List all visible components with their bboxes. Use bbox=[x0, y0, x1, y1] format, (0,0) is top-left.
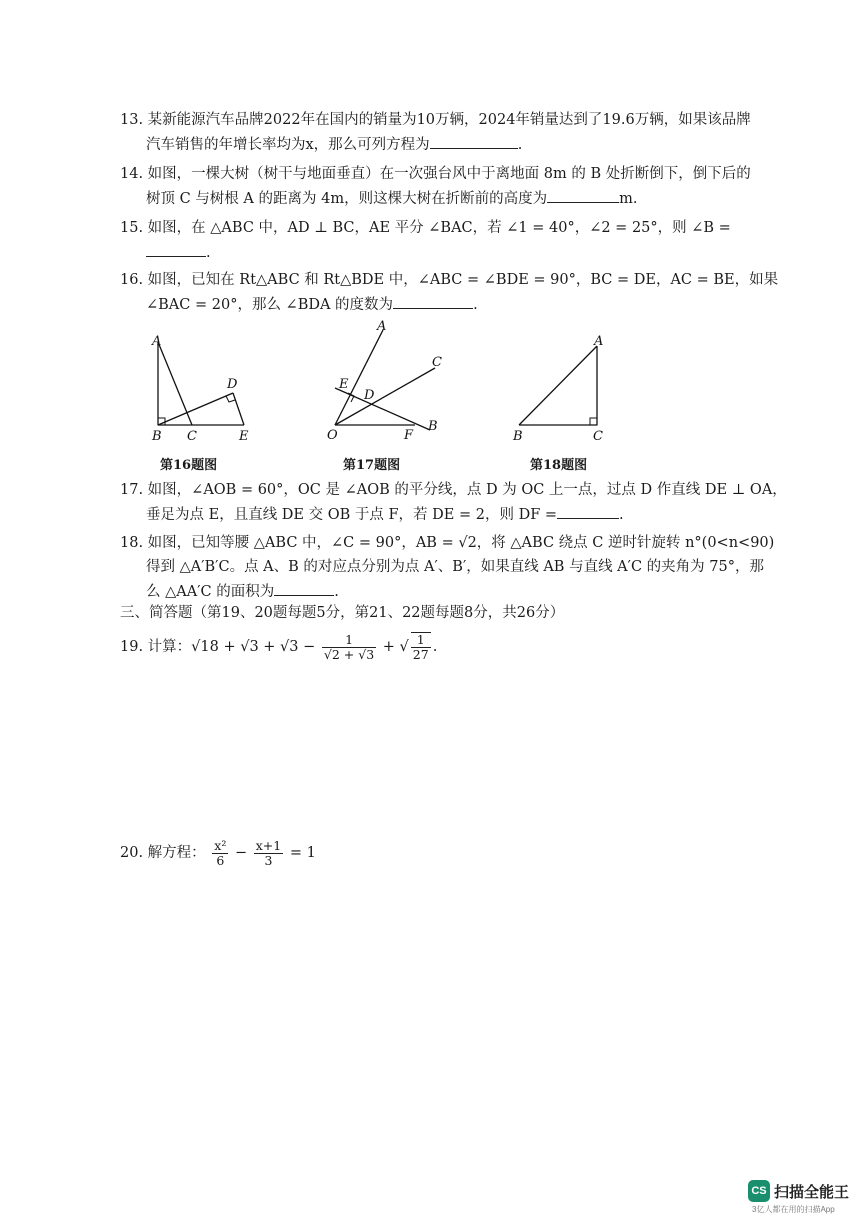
q18-line1: 18. 如图，已知等腰 △ABC 中，∠C = 90°，AB = √2，将 △ABC 绕点 C 逆时针旋转 n°(0<n<90) bbox=[120, 535, 775, 551]
q20-fraction-2 bbox=[254, 839, 283, 868]
fig17-label-O: O bbox=[327, 428, 338, 443]
q20-minus: − bbox=[234, 845, 248, 861]
q19-frac1-numerator: 1 bbox=[322, 633, 376, 648]
fig18-label-B: B bbox=[513, 429, 523, 444]
q15-answer-blank bbox=[146, 242, 206, 257]
fig16-label-D: D bbox=[227, 377, 238, 392]
q14-end: m. bbox=[619, 191, 638, 207]
q14-line1: 14. 如图，一棵大树（树干与地面垂直）在一次强台风中于离地面 8m 的 B 处折断倒下，倒下后的 bbox=[120, 166, 751, 182]
q18-line2: 得到 △A′B′C。点 A、B 的对应点分别为点 A′、B′，如果直线 AB 与直线 A′C 的夹角为 75°，那 bbox=[146, 559, 764, 575]
section3-heading: 三、简答题（第19、20题每题5分，第21、22题每题8分，共26分） bbox=[120, 605, 565, 621]
q18-line3 bbox=[146, 581, 339, 602]
fig17-label-D: D bbox=[364, 388, 375, 403]
fig17-label-B: B bbox=[428, 419, 438, 434]
fig16-label-B: B bbox=[152, 429, 162, 444]
q20-frac1-denominator: 6 bbox=[216, 852, 225, 868]
watermark-tagline: 3亿人都在用的扫描App bbox=[752, 1205, 835, 1214]
q20-prefix: 20. 解方程： bbox=[120, 845, 206, 861]
q18-end: . bbox=[334, 584, 339, 600]
q19-plus: + √ bbox=[382, 639, 409, 655]
q16-line2 bbox=[146, 294, 478, 315]
fig18-caption: 第18题图 bbox=[530, 458, 588, 473]
q18-answer-blank bbox=[274, 581, 334, 596]
fig17-label-F: F bbox=[404, 428, 414, 443]
q13-line2 bbox=[146, 134, 522, 155]
fig17-label-E: E bbox=[339, 377, 349, 392]
q14-line2-text: 树顶 C 与树根 A 的距离为 4m，则这棵大树在折断前的高度为 bbox=[146, 191, 548, 207]
q20-frac2-denominator: 3 bbox=[264, 852, 273, 868]
fig16-label-C: C bbox=[187, 429, 197, 444]
camscanner-logo-icon: CS bbox=[748, 1180, 770, 1202]
q17-line1: 17. 如图，∠AOB = 60°，OC 是 ∠AOB 的平分线，点 D 为 OC 上一点，过点 D 作直线 DE ⊥ OA， bbox=[120, 482, 787, 498]
q13-line2-text: 汽车销售的年增长率均为x，那么可列方程为 bbox=[146, 137, 430, 153]
q19-end: . bbox=[432, 639, 438, 655]
q19-fraction-1 bbox=[322, 633, 376, 662]
q16-line2-text: ∠BAC = 20°，那么 ∠BDA 的度数为 bbox=[146, 297, 394, 313]
watermark-app-name: 扫描全能王 bbox=[774, 1184, 850, 1201]
fig18-label-A: A bbox=[594, 334, 604, 349]
q16-end: . bbox=[473, 297, 478, 313]
fig16-label-E: E bbox=[239, 429, 249, 444]
figure-17 bbox=[315, 318, 450, 450]
fig17-label-A: A bbox=[377, 319, 387, 334]
q20-line bbox=[120, 836, 316, 870]
q15-line2 bbox=[146, 242, 211, 263]
q17-end: . bbox=[619, 507, 624, 523]
q17-line2 bbox=[146, 504, 624, 525]
q20-frac2-numerator: x+1 bbox=[255, 837, 282, 853]
q13-answer-blank bbox=[430, 134, 518, 149]
fig18-label-C: C bbox=[593, 429, 603, 444]
q20-rhs: = 1 bbox=[289, 845, 316, 861]
q20-fraction-1 bbox=[212, 839, 228, 868]
fig17-caption: 第17题图 bbox=[343, 458, 401, 473]
q19-fraction-2 bbox=[411, 632, 431, 662]
q13-end: . bbox=[517, 137, 523, 153]
q19-prefix: 19. 计算：√18 + √3 + √3 − bbox=[120, 639, 316, 655]
q19-frac1-denominator: √2 + √3 bbox=[323, 646, 375, 662]
fig16-caption: 第16题图 bbox=[160, 458, 218, 473]
q14-line2 bbox=[146, 188, 637, 209]
fig17-label-C: C bbox=[432, 355, 442, 370]
q18-line3-text: 么 △AA′C 的面积为 bbox=[146, 584, 275, 600]
q14-answer-blank bbox=[547, 188, 619, 203]
q15-end: . bbox=[206, 245, 211, 261]
q19-line bbox=[120, 630, 437, 664]
q17-answer-blank bbox=[557, 504, 619, 519]
q17-line2-text: 垂足为点 E，且直线 DE 交 OB 于点 F，若 DE = 2，则 DF = bbox=[146, 507, 558, 523]
q16-answer-blank bbox=[393, 294, 473, 309]
q13-line1: 13. 某新能源汽车品牌2022年在国内的销量为10万辆，2024年销量达到了19.6万辆，如果该品牌 bbox=[120, 112, 751, 128]
figure-18 bbox=[505, 330, 615, 450]
figure-16 bbox=[140, 330, 270, 450]
q19-frac2-numerator: 1 bbox=[411, 633, 431, 648]
q19-frac2-denominator: 27 bbox=[412, 647, 429, 662]
q16-line1: 16. 如图，已知在 Rt△ABC 和 Rt△BDE 中，∠ABC = ∠BDE = 90°，BC = DE，AC = BE，如果 bbox=[120, 272, 779, 288]
fig16-label-A: A bbox=[152, 334, 162, 349]
q20-frac1-numerator: x² bbox=[214, 837, 227, 853]
q15-line1: 15. 如图，在 △ABC 中，AD ⊥ BC，AE 平分 ∠BAC，若 ∠1 = 40°，∠2 = 25°，则 ∠B = bbox=[120, 220, 731, 236]
